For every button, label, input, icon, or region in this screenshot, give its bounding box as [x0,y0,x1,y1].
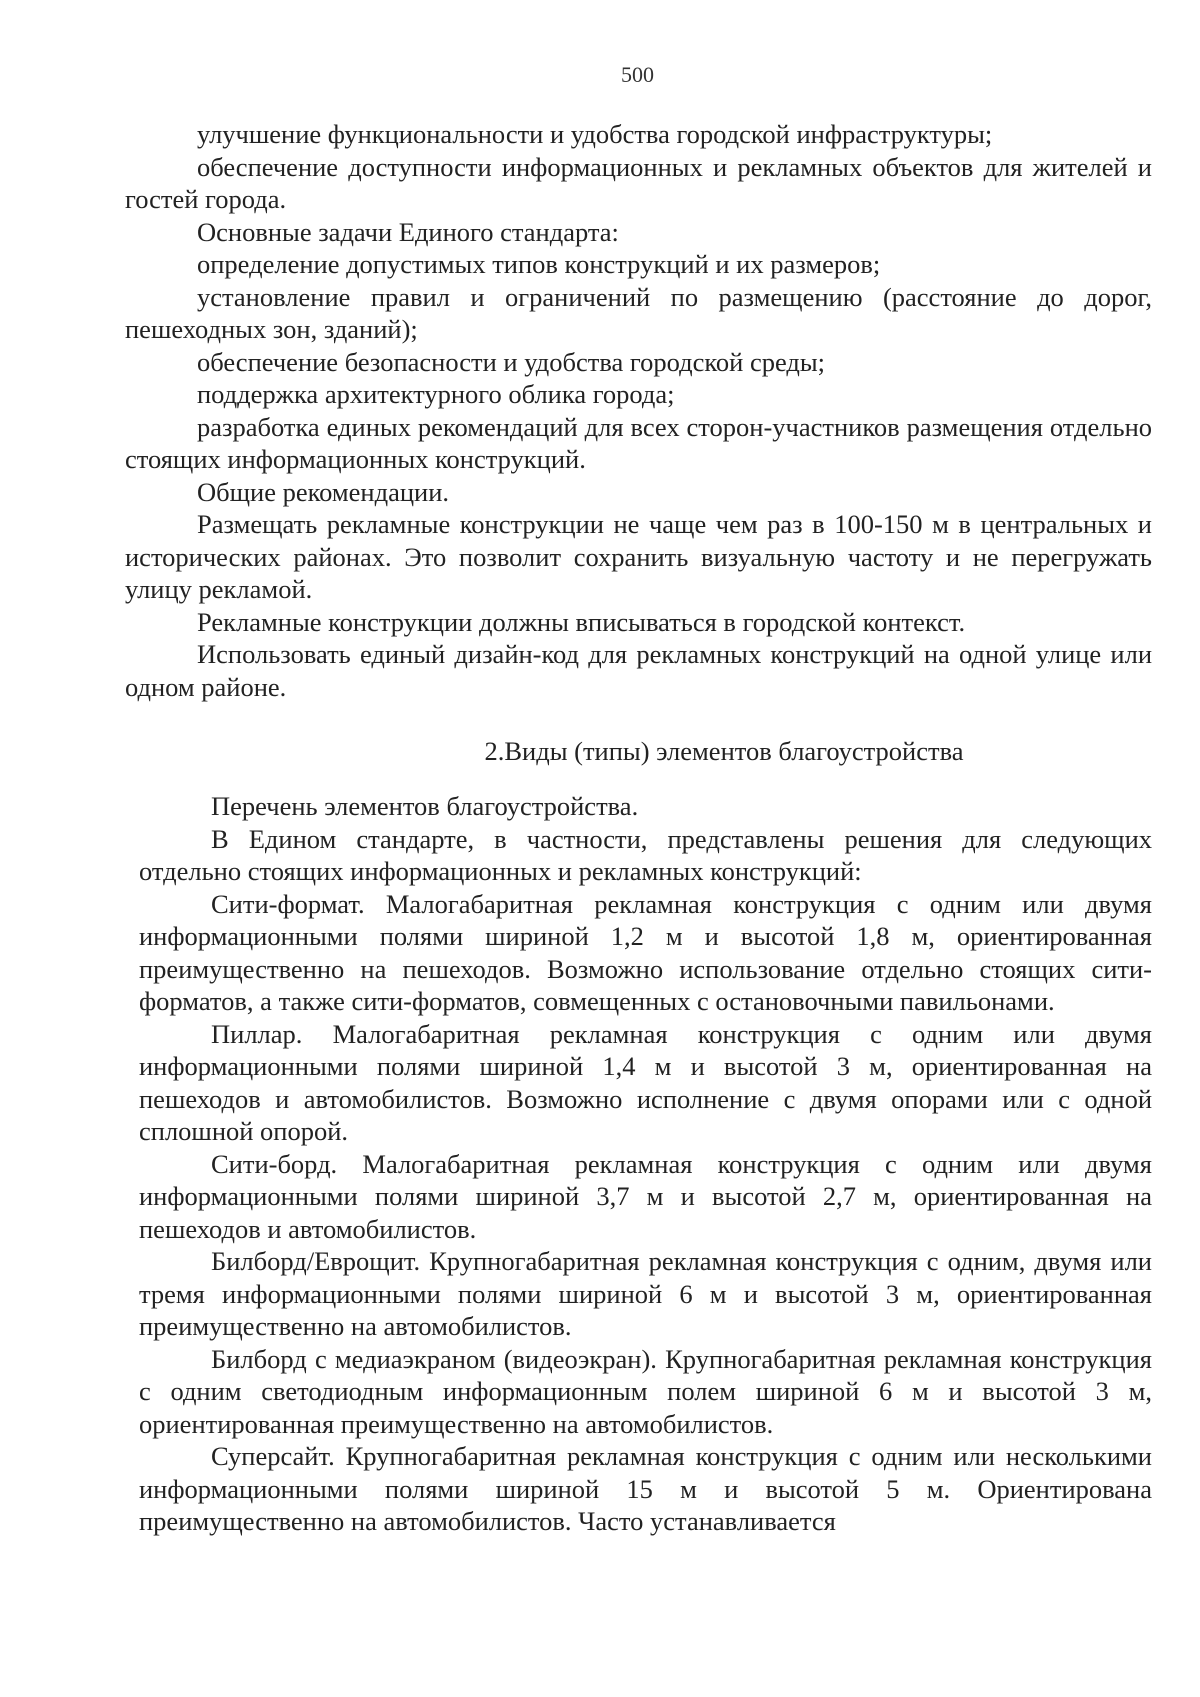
paragraph: В Едином стандарте, в частности, представлены решения для следующих отдельно стоящих информационных и рекламных конструкций: [139,823,1152,886]
body-text-intro [125,118,1152,703]
paragraph: определение допустимых типов конструкций и их размеров; [197,249,881,279]
section-heading: 2.Виды (типы) элементов благоустройства [484,736,964,766]
paragraph: Суперсайт. Крупногабаритная рекламная конструкция с одним или несколькими информационными полями шириной 15 м и высотой 5 м. Ориентирована преимущественно на автомобилистов. Часто устанавливается [139,1441,1152,1536]
paragraph: Использовать единый дизайн-код для рекламных конструкций на одной улице или одном районе. [125,639,1152,702]
paragraph: разработка единых рекомендаций для всех сторон-участников размещения отдельно стоящих информационных конструкций. [125,411,1152,474]
paragraph: обеспечение доступности информационных и рекламных объектов для жителей и гостей города. [125,151,1152,214]
paragraph: Общие рекомендации. [197,476,450,507]
paragraph: Основные задачи Единого стандарта: [197,216,619,247]
paragraph: Перечень элементов благоустройства. [211,791,639,821]
body-text-element-types [139,790,1152,1538]
paragraph: обеспечение безопасности и удобства городской среды; [197,346,826,377]
paragraph: Рекламные конструкции должны вписываться в городской контекст. [197,606,966,637]
paragraph: Пиллар. Малогабаритная рекламная конструкция с одним или двумя информационными полями шириной 1,4 м и высотой 3 м, ориентированная на пешеходов и автомобилистов. Возможно исполнение с двумя опорами или с одной сплошной опорой. [139,1018,1152,1146]
paragraph: установление правил и ограничений по размещению (расстояние до дорог, пешеходных зон, зданий); [125,281,1152,344]
paragraph: Билборд с медиаэкраном (видеоэкран). Крупногабаритная рекламная конструкция с одним светодиодным информационным полем шириной 6 м и высотой 3 м, ориентированная преимущественно на автомобилистов. [139,1343,1152,1439]
paragraph: поддержка архитектурного облика города; [197,379,675,409]
paragraph: Сити-борд. Малогабаритная рекламная конструкция с одним или двумя информационными полями шириной 3,7 м и высотой 2,7 м, ориентированная на пешеходов и автомобилистов. [139,1148,1152,1244]
paragraph: Билборд/Еврощит. Крупногабаритная рекламная конструкция с одним, двумя или тремя информационными полями шириной 6 м и высотой 3 м, ориентированная преимущественно на автомобилистов. [139,1246,1152,1341]
paragraph: улучшение функциональности и удобства городской инфраструктуры; [197,119,993,149]
paragraph: Сити-формат. Малогабаритная рекламная конструкция с одним или двумя информационными полями шириной 1,2 м и высотой 1,8 м, ориентированная преимущественно на пешеходов. Возможно использование отдельно стоящих сити-форматов, а также сити-форматов, совмещенных с остановочными павильонами. [139,888,1152,1016]
page-number: 500 [621,62,654,87]
paragraph: Размещать рекламные конструкции не чаще чем раз в 100-150 м в центральных и исторических районах. Это позволит сохранить визуальную частоту и не перегружать улицу рекламой. [125,509,1152,604]
